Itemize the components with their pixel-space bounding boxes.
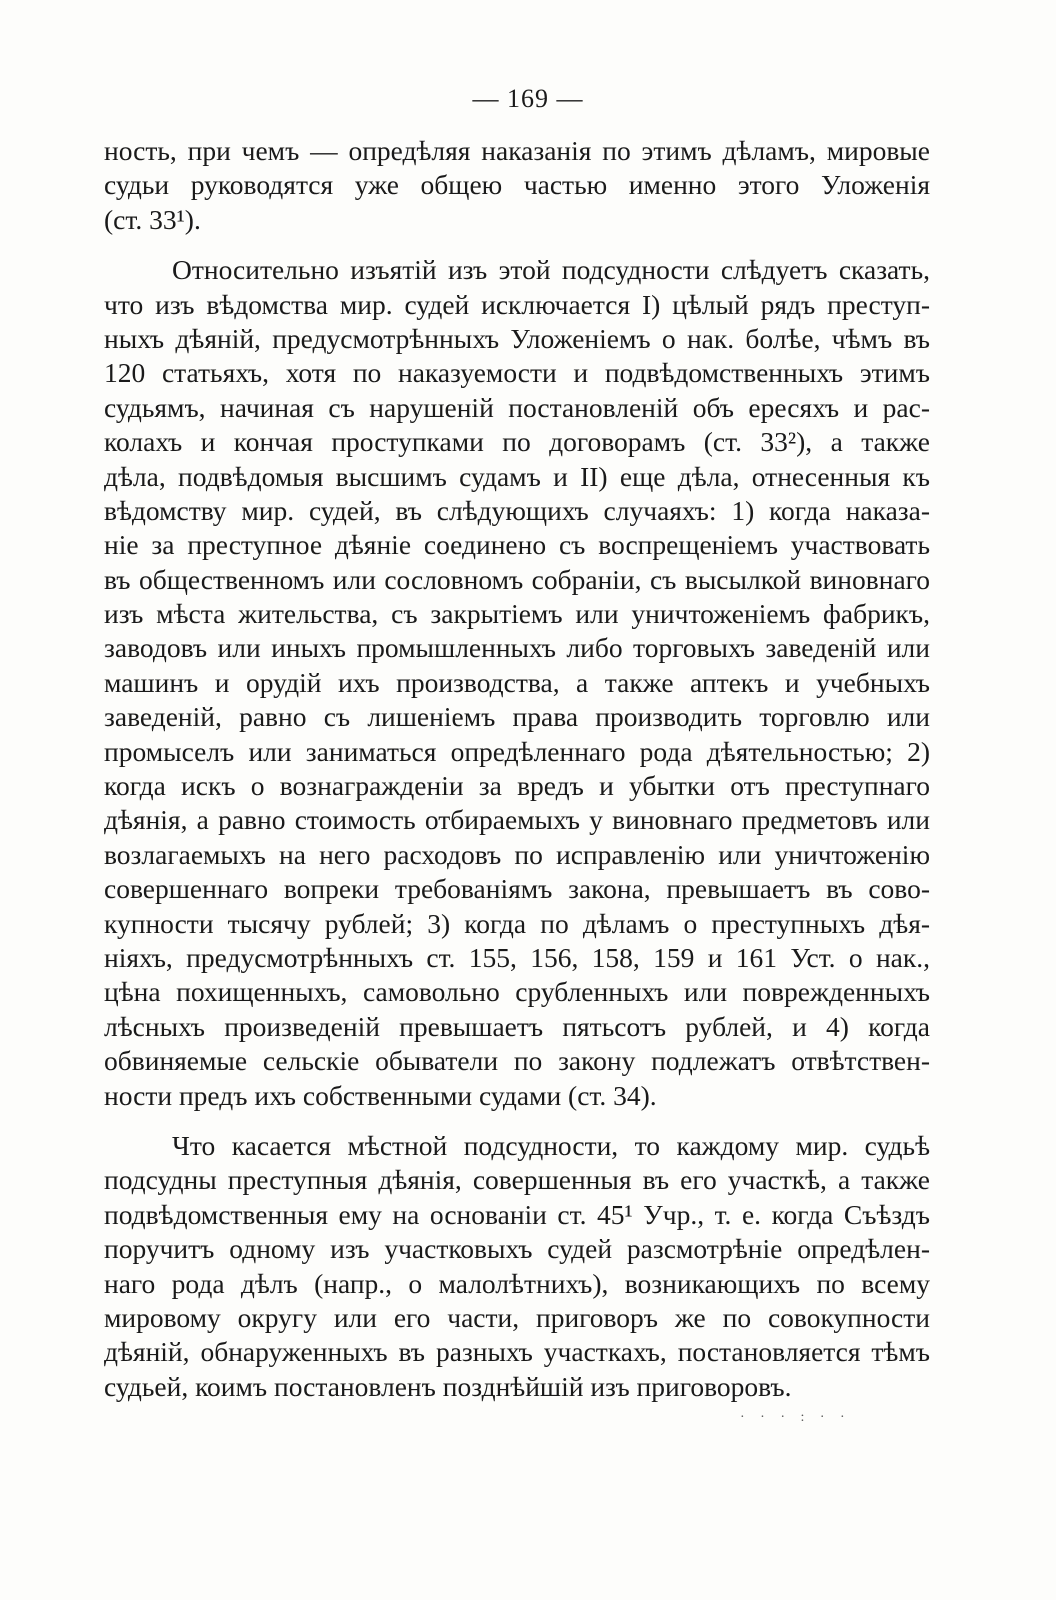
- text-line: машинъ и орудій ихъ производства, а также аптекъ и учебныхъ: [104, 666, 930, 698]
- text-line: совершеннаго вопреки требованіямъ закона, превышаетъ въ сово-: [104, 873, 930, 905]
- text-line: обвиняемые сельскіе обыватели по закону подлежатъ отвѣтствен-: [104, 1045, 930, 1077]
- text-line: купности тысячу рублей; 3) когда по дѣламъ о преступныхъ дѣя-: [104, 907, 930, 939]
- text-line: промыселъ или заниматься опредѣленнаго рода дѣятельностью; 2): [104, 735, 930, 767]
- print-specks: · · · : · ·: [740, 1410, 851, 1425]
- text-line: судьямъ, начиная съ нарушеній постановленій объ ересяхъ и рас-: [104, 391, 930, 423]
- text-line: (ст. 33¹).: [104, 203, 201, 235]
- text-line: поручитъ одному изъ участковыхъ судей разсмотрѣніе опредѣлен-: [104, 1233, 930, 1265]
- text-line: возлагаемыхъ на него расходовъ по исправленію или уничтоженію: [104, 838, 930, 870]
- text-line: колахъ и кончая проступками по договорамъ (ст. 33²), а также: [104, 426, 930, 458]
- text-line: наго рода дѣлъ (напр., о малолѣтнихъ), возникающихъ по всему: [104, 1267, 930, 1299]
- text-line: ности предъ ихъ собственными судами (ст. 34).: [104, 1079, 657, 1111]
- text-line: Что касается мѣстной подсудности, то каждому мир. судьѣ: [172, 1129, 930, 1161]
- text-line: дѣянія, а равно стоимость отбираемыхъ у виновнаго предметовъ или: [104, 804, 930, 836]
- text-line: вѣдомству мир. судей, въ слѣдующихъ случаяхъ: 1) когда наказа-: [104, 494, 930, 526]
- text-line: когда искъ о вознагражденіи за вредъ и убытки отъ преступнаго: [104, 770, 930, 802]
- text-line: дѣла, подвѣдомыя высшимъ судамъ и II) еще дѣла, отнесенныя къ: [104, 460, 930, 492]
- text-line: лѣсныхъ произведеній превышаетъ пятьсотъ рублей, и 4) когда: [104, 1010, 930, 1042]
- text-line: ніяхъ, предусмотрѣнныхъ ст. 155, 156, 158, 159 и 161 Уст. о нак.,: [104, 941, 930, 973]
- text-line: дѣяній, обнаруженныхъ въ разныхъ участкахъ, постановляется тѣмъ: [104, 1336, 930, 1368]
- text-line: подсудны преступныя дѣянія, совершенныя въ его участкѣ, а также: [104, 1164, 930, 1196]
- text-line: ность, при чемъ — опредѣляя наказанія по этимъ дѣламъ, мировые: [104, 135, 930, 166]
- text-line: 120 статьяхъ, хотя по наказуемости и подвѣдомственныхъ этимъ: [104, 357, 930, 389]
- text-line: изъ мѣста жительства, съ закрытіемъ или уничтоженіемъ фабрикъ,: [104, 598, 930, 630]
- text-line: мировому округу или его части, приговоръ же по совокупности: [104, 1301, 930, 1333]
- text-line: что изъ вѣдомства мир. судей исключается I) цѣлый рядъ преступ-: [104, 288, 930, 320]
- text-line: заведеній, равно съ лишеніемъ права производить торговлю или: [104, 701, 930, 733]
- text-line: судьей, коимъ постановленъ позднѣйшій изъ приговоровъ.: [104, 1370, 792, 1402]
- text-line: подвѣдомственныя ему на основаніи ст. 45¹ Учр., т. е. когда Съѣздъ: [104, 1198, 930, 1230]
- page-number: — 169 —: [472, 84, 584, 113]
- text-line: заводовъ или иныхъ промышленныхъ либо торговыхъ заведеній или: [104, 632, 930, 664]
- text-line: цѣна похищенныхъ, самовольно срубленныхъ или поврежденныхъ: [104, 976, 930, 1008]
- text-line: ныхъ дѣяній, предусмотрѣнныхъ Уложеніемъ о нак. болѣе, чѣмъ въ: [104, 322, 930, 354]
- text-line: судьи руководятся уже общею частью именно этого Уложенія: [104, 169, 930, 201]
- text-line: Относительно изъятій изъ этой подсудности слѣдуетъ сказать,: [172, 254, 930, 286]
- body-text: [104, 134, 930, 1404]
- text-line: въ общественномъ или сословномъ собраніи, съ высылкой виновнаго: [104, 563, 930, 595]
- text-line: ніе за преступное дѣяніе соединено съ воспрещеніемъ участвовать: [104, 529, 930, 561]
